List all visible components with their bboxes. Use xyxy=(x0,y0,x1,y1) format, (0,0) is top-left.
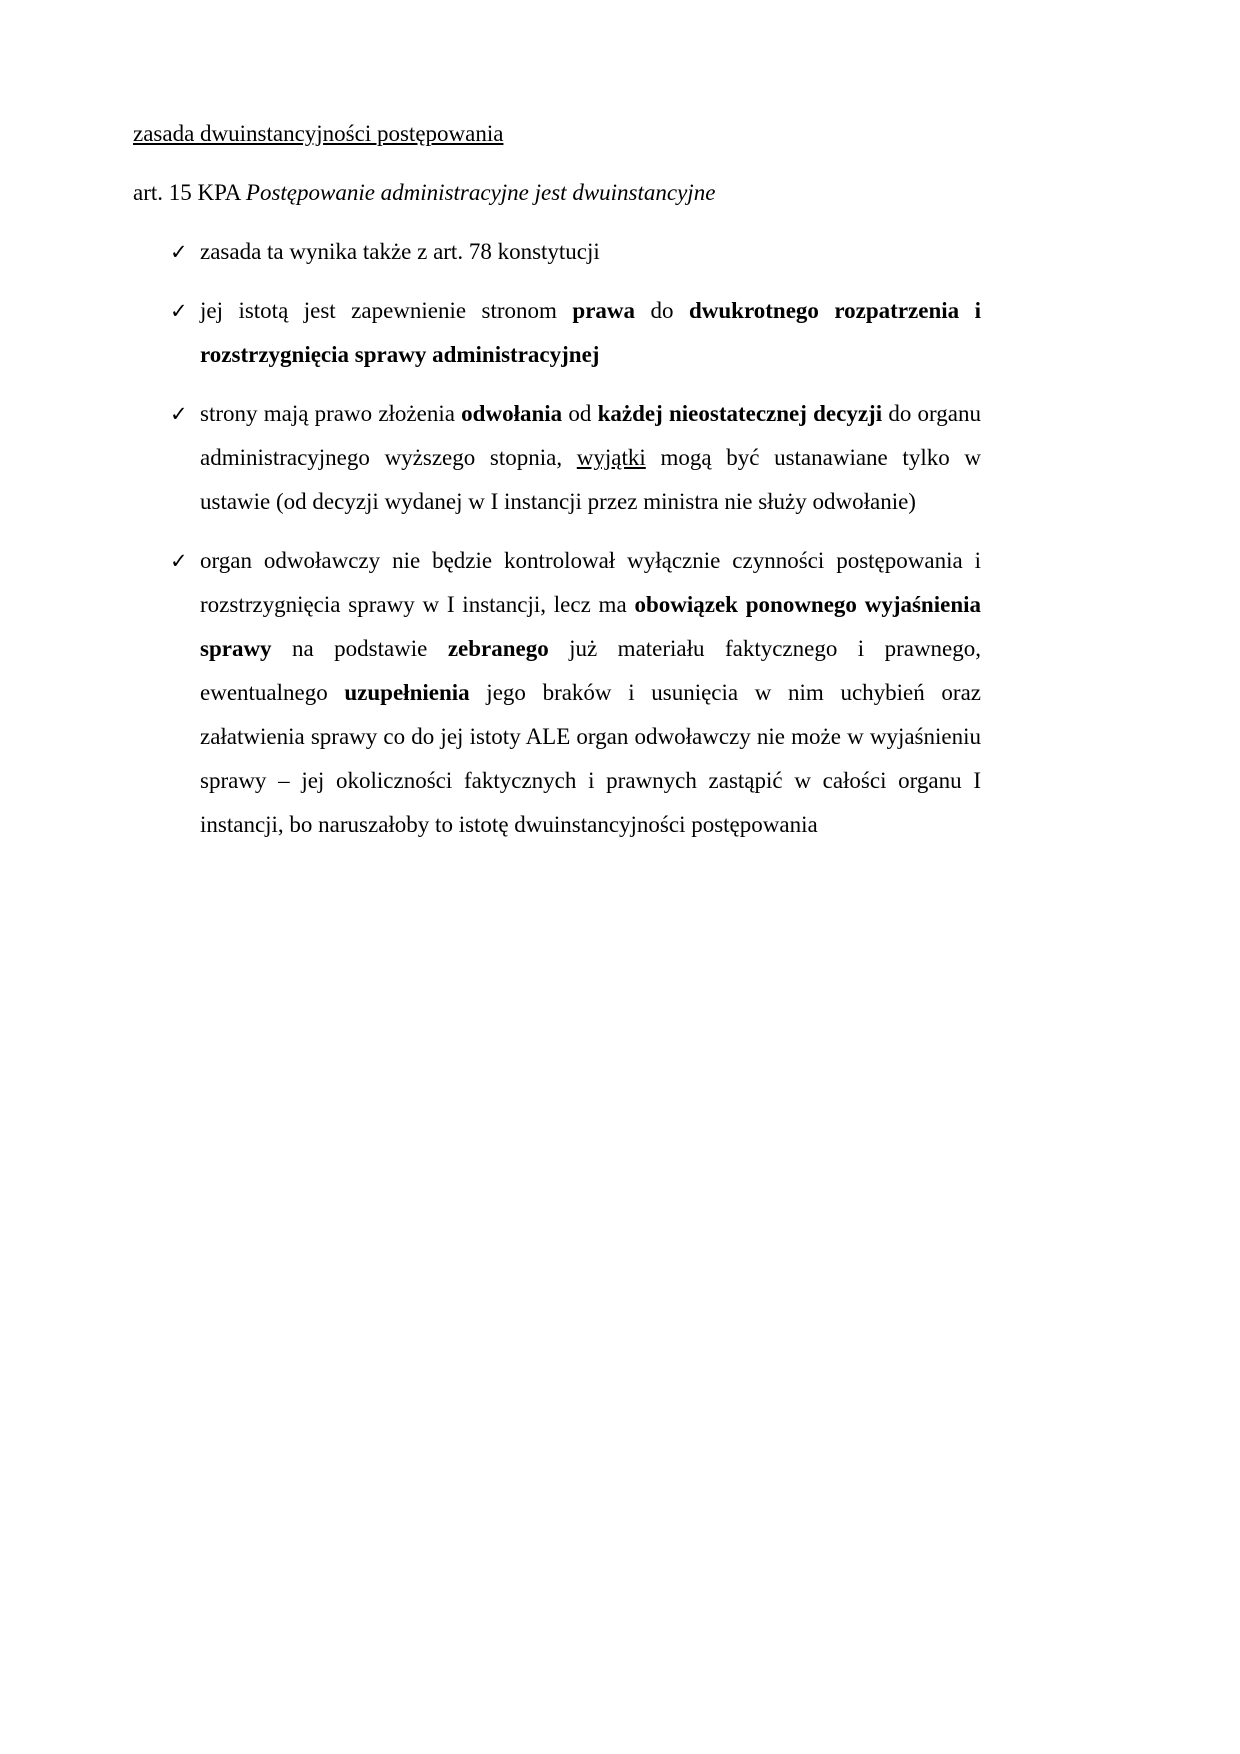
document-body xyxy=(133,112,981,862)
bullet-item-konstytucja xyxy=(133,230,981,274)
text-run: uzupełnienia xyxy=(344,680,470,705)
document-heading xyxy=(133,112,981,156)
text-run: Postępowanie administracyjne jest dwuinstancyjne xyxy=(245,180,716,205)
text-run: każdej nieostatecznej decyzji xyxy=(597,401,883,426)
text-run: zasada ta wynika także z art. 78 konstytucji xyxy=(200,239,600,264)
text-run: do xyxy=(635,298,689,323)
text-run: mogą być ustanawiane tylko w ustawie (od decyzji wydanej w I instancji przez ministra nie służy odwołanie) xyxy=(200,445,981,514)
article-reference xyxy=(133,171,981,215)
bullet-item-istota xyxy=(133,289,981,377)
text-run: na podstawie xyxy=(271,636,448,661)
text-run: dwukrotnego rozpatrzenia i rozstrzygnięcia sprawy administracyjnej xyxy=(200,298,982,367)
checkmark-icon: ✓ xyxy=(170,549,188,573)
text-run: do organu administracyjnego wyższego stopnia, xyxy=(200,401,981,470)
bullet-item-odwolanie xyxy=(133,392,981,524)
text-run: prawa xyxy=(572,298,636,323)
checkmark-icon: ✓ xyxy=(170,299,188,323)
text-run: od xyxy=(562,401,598,426)
text-run: zebranego xyxy=(447,636,549,661)
text-run: organ odwoławczy nie będzie kontrolował wyłącznie czynności postępowania i rozstrzygnięcia sprawy w I instancji, lecz ma xyxy=(200,548,981,617)
checkmark-icon: ✓ xyxy=(170,240,188,264)
text-run: odwołania xyxy=(461,401,563,426)
text-run: wyjątki xyxy=(576,445,646,470)
text-run: obowiązek ponownego wyjaśnienia sprawy xyxy=(200,592,981,661)
bullet-item-organ-odwolawczy xyxy=(133,539,981,847)
checkmark-icon: ✓ xyxy=(170,402,188,426)
text-run: już materiału faktycznego i prawnego, ewentualnego xyxy=(200,636,982,705)
text-run: zasada dwuinstancyjności postępowania xyxy=(133,121,504,146)
text-run: jego braków i usunięcia w nim uchybień oraz załatwienia sprawy co do jej istoty ALE organ odwoławczy nie może w wyjaśnieniu sprawy – jej okoliczności faktycznych i prawnych zastąpić w całości organu I instancji, bo naruszałoby to istotę dwuinstancyjności postępowania xyxy=(200,680,981,837)
text-run: jej istotą jest zapewnienie stronom xyxy=(200,298,573,323)
text-run: art. 15 KPA xyxy=(133,180,246,205)
text-run: strony mają prawo złożenia xyxy=(200,401,462,426)
